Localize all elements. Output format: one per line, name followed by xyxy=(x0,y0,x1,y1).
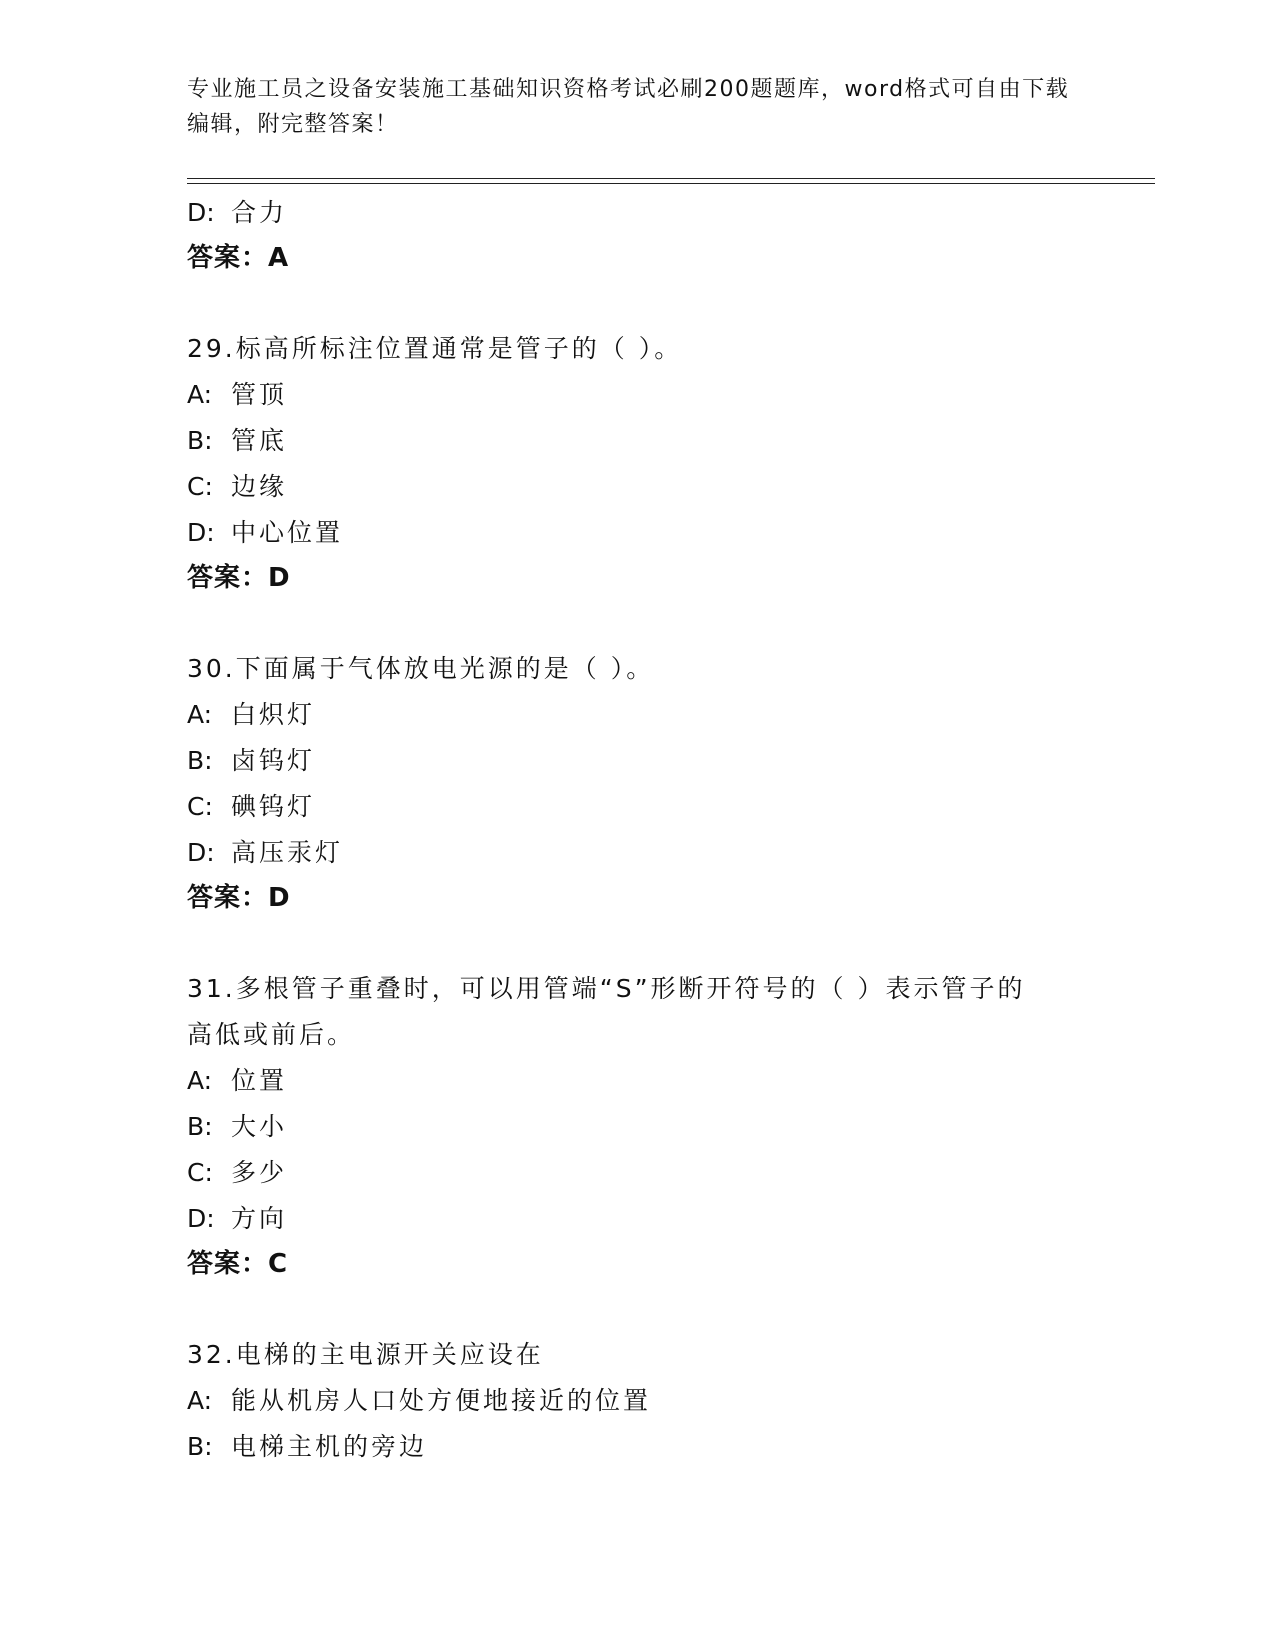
option-text: 中心位置 xyxy=(231,518,344,547)
option-text: 管顶 xyxy=(231,380,288,409)
header-text: 专业施工员之设备安装施工基础知识资格考试必刷200题题库，word格式可自由下载编辑，附完整答案！ xyxy=(187,77,1070,137)
option-b xyxy=(187,1424,1087,1470)
option-c xyxy=(187,1150,1087,1196)
answer-line: 答案：D xyxy=(187,883,291,913)
option-d xyxy=(187,830,1087,876)
option-d xyxy=(187,1196,1087,1242)
option-a xyxy=(187,692,1087,738)
option-text: 高压汞灯 xyxy=(231,838,344,867)
option-key: D: xyxy=(187,838,215,867)
option-b xyxy=(187,738,1087,784)
option-d xyxy=(187,510,1087,556)
option-text: 能从机房人口处方便地接近的位置 xyxy=(231,1386,652,1415)
option-key: D: xyxy=(187,1204,215,1233)
spacer xyxy=(187,921,1087,966)
option-text: 多少 xyxy=(231,1158,288,1187)
option-d xyxy=(187,190,1087,236)
option-key: B: xyxy=(187,1112,213,1141)
answer-line: 答案：C xyxy=(187,1249,289,1279)
answer-line: 答案：D xyxy=(187,563,291,593)
document-header xyxy=(187,72,1087,142)
option-text: 位置 xyxy=(231,1066,288,1095)
option-key: D: xyxy=(187,198,215,227)
option-a xyxy=(187,1058,1087,1104)
option-key: C: xyxy=(187,1158,213,1187)
option-text: 合力 xyxy=(231,198,288,227)
option-text: 白炽灯 xyxy=(231,700,316,729)
question-list xyxy=(187,190,1087,1470)
option-key: A: xyxy=(187,700,213,729)
option-b xyxy=(187,1104,1087,1150)
answer-line: 答案：A xyxy=(187,243,290,273)
option-key: B: xyxy=(187,426,213,455)
option-key: A: xyxy=(187,1386,213,1415)
question-stem-31-line2: 高低或前后。 xyxy=(187,1020,356,1049)
option-key: A: xyxy=(187,380,213,409)
question-stem-32: 32.电梯的主电源开关应设在 xyxy=(187,1340,544,1369)
option-text: 电梯主机的旁边 xyxy=(231,1432,428,1461)
option-key: C: xyxy=(187,472,213,501)
option-text: 大小 xyxy=(231,1112,288,1141)
option-text: 管底 xyxy=(231,426,288,455)
option-c xyxy=(187,464,1087,510)
option-key: C: xyxy=(187,792,213,821)
option-a xyxy=(187,372,1087,418)
header-divider-top xyxy=(187,178,1155,179)
question-stem-30: 30.下面属于气体放电光源的是（ ）。 xyxy=(187,654,655,683)
question-stem-29: 29.标高所标注位置通常是管子的（ ）。 xyxy=(187,334,683,363)
option-a xyxy=(187,1378,1087,1424)
option-key: D: xyxy=(187,518,215,547)
option-key: A: xyxy=(187,1066,213,1095)
spacer xyxy=(187,281,1087,326)
option-key: B: xyxy=(187,746,213,775)
spacer xyxy=(187,601,1087,646)
question-stem-31-line1: 31.多根管子重叠时，可以用管端“S”形断开符号的（ ）表示管子的 xyxy=(187,974,1026,1003)
option-c xyxy=(187,784,1087,830)
option-text: 卤钨灯 xyxy=(231,746,316,775)
option-text: 碘钨灯 xyxy=(231,792,316,821)
spacer xyxy=(187,1287,1087,1332)
option-text: 边缘 xyxy=(231,472,288,501)
header-divider-bottom xyxy=(187,183,1155,184)
option-text: 方向 xyxy=(231,1204,288,1233)
option-key: B: xyxy=(187,1432,213,1461)
option-b xyxy=(187,418,1087,464)
